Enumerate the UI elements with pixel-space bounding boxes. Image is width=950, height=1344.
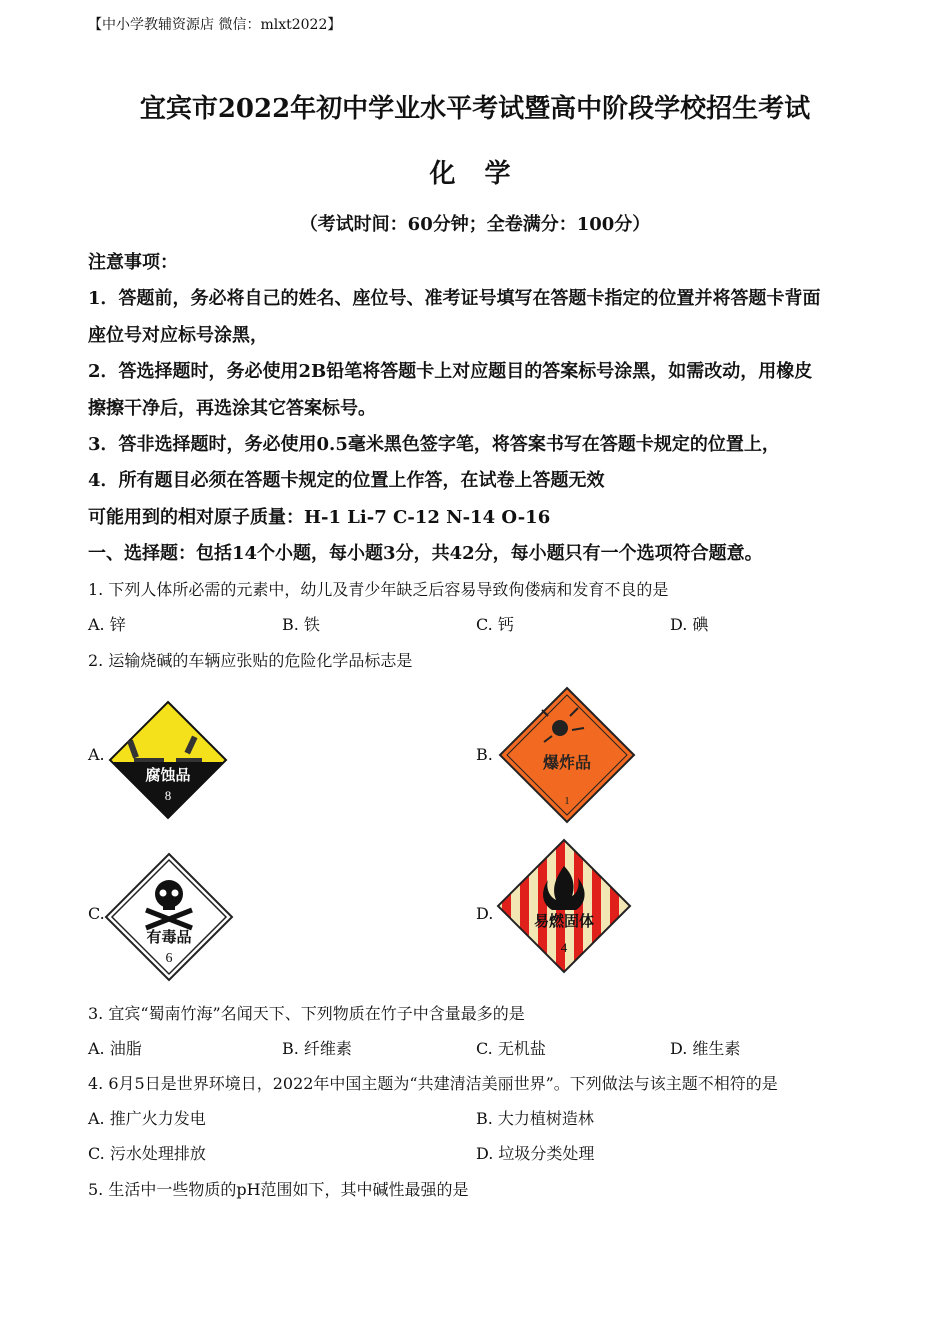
question-5-stem: 5. 生活中一些物质的pH范围如下，其中碱性最强的是 bbox=[88, 1180, 469, 1199]
q4-option-d[interactable]: D. 垃圾分类处理 bbox=[476, 1144, 595, 1163]
q3-option-a[interactable]: A. 油脂 bbox=[88, 1039, 142, 1058]
q3-option-b[interactable]: B. 纤维素 bbox=[282, 1039, 352, 1058]
note-3: 3．答非选择题时，务必使用0.5毫米黑色签字笔，将答案书写在答题卡规定的位置上， bbox=[88, 434, 780, 455]
note-2-cont: 擦擦干净后，再选涂其它答案标号。 bbox=[88, 398, 376, 419]
q4-option-c[interactable]: C. 污水处理排放 bbox=[88, 1144, 206, 1163]
toxic-sign[interactable] bbox=[104, 852, 234, 982]
note-1-cont: 座位号对应标号涂黑， bbox=[88, 325, 268, 346]
q1-option-b[interactable]: B. 铁 bbox=[282, 615, 320, 634]
notes-heading: 注意事项： bbox=[88, 252, 178, 273]
question-1-stem: 1. 下列人体所必需的元素中，幼儿及青少年缺乏后容易导致佝偻病和发育不良的是 bbox=[88, 580, 669, 599]
q3-option-d[interactable]: D. 维生素 bbox=[670, 1039, 741, 1058]
q4-option-b[interactable]: B. 大力植树造林 bbox=[476, 1109, 594, 1128]
section-1-heading: 一、选择题：包括14个小题，每小题3分，共42分，每小题只有一个选项符合题意。 bbox=[88, 543, 763, 564]
atomic-masses: 可能用到的相对原子质量：H-1 Li-7 C-12 N-14 O-16 bbox=[88, 507, 551, 528]
question-2-stem: 2. 运输烧碱的车辆应张贴的危险化学品标志是 bbox=[88, 651, 413, 670]
q1-option-c[interactable]: C. 钙 bbox=[476, 615, 514, 634]
explosive-sign[interactable] bbox=[498, 686, 636, 824]
subject-title: 化 学 bbox=[429, 159, 521, 189]
explosive-sign-label: 爆炸品 bbox=[542, 753, 592, 772]
flammable-solid-sign-number: 4 bbox=[560, 940, 568, 955]
note-4: 4．所有题目必须在答题卡规定的位置上作答，在试卷上答题无效 bbox=[88, 470, 605, 491]
corrosive-sign[interactable] bbox=[108, 700, 228, 820]
corrosive-sign-number: 8 bbox=[164, 788, 172, 803]
corrosive-sign-label: 腐蚀品 bbox=[145, 766, 191, 784]
exam-title: 宜宾市2022年初中学业水平考试暨高中阶段学校招生考试 bbox=[139, 94, 811, 124]
page-header: 【中小学教辅资源店 微信：mlxt2022】 bbox=[88, 17, 342, 33]
q4-option-a[interactable]: A. 推广火力发电 bbox=[88, 1109, 206, 1128]
toxic-sign-label: 有毒品 bbox=[146, 928, 192, 946]
q1-option-d[interactable]: D. 碘 bbox=[670, 615, 709, 634]
q2-option-b[interactable]: B. bbox=[476, 745, 493, 764]
note-1: 1．答题前，务必将自己的姓名、座位号、准考证号填写在答题卡指定的位置并将答题卡背面 bbox=[88, 288, 821, 309]
note-2: 2．答选择题时，务必使用2B铅笔将答题卡上对应题目的答案标号涂黑，如需改动，用橡皮 bbox=[88, 361, 813, 382]
q2-option-a[interactable]: A. bbox=[88, 745, 105, 764]
q3-option-c[interactable]: C. 无机盐 bbox=[476, 1039, 546, 1058]
flammable-solid-sign-label: 易燃固体 bbox=[533, 912, 595, 930]
q2-option-d[interactable]: D. bbox=[476, 904, 494, 923]
question-3-stem: 3. 宜宾“蜀南竹海”名闻天下、下列物质在竹子中含量最多的是 bbox=[88, 1004, 525, 1023]
flammable-solid-sign[interactable] bbox=[496, 838, 632, 974]
question-4-stem: 4. 6月5日是世界环境日，2022年中国主题为“共建清洁美丽世界”。下列做法与该主题不相符的是 bbox=[88, 1074, 778, 1093]
explosive-sign-number: 1 bbox=[564, 795, 570, 807]
q2-option-c[interactable]: C. bbox=[88, 904, 105, 923]
exam-info: （考试时间：60分钟；全卷满分：100分） bbox=[299, 214, 651, 235]
toxic-sign-number: 6 bbox=[165, 951, 173, 966]
q1-option-a[interactable]: A. 锌 bbox=[88, 615, 126, 634]
